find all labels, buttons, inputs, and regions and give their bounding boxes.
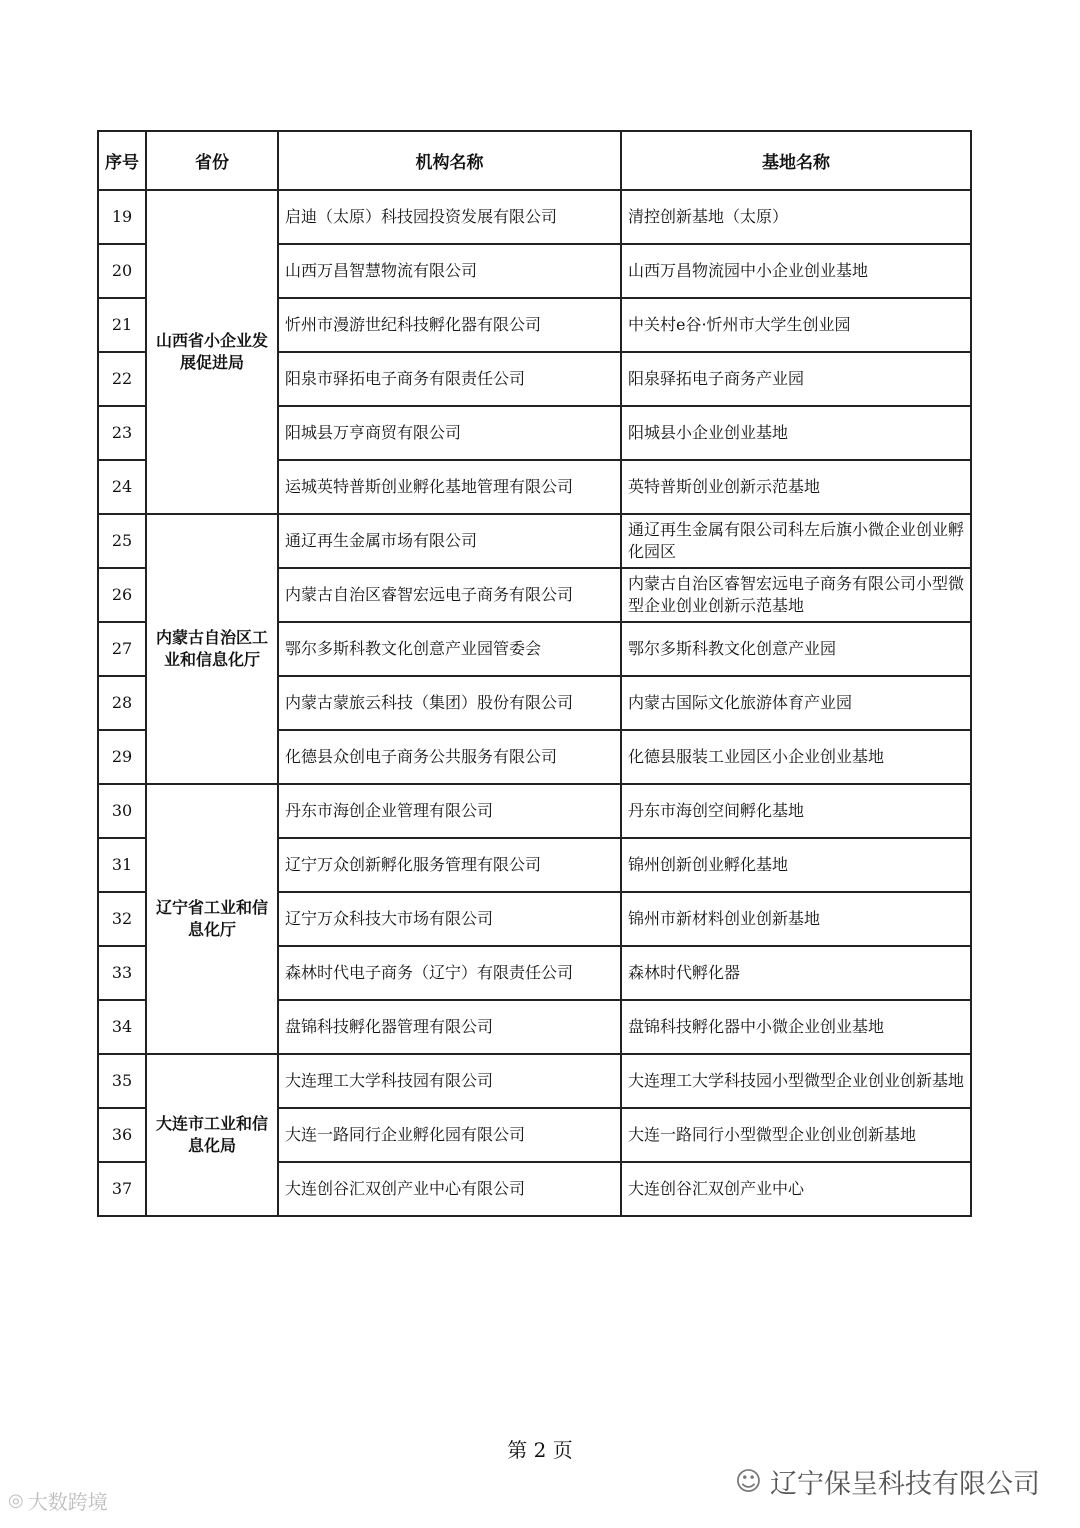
org-name-cell: 阳城县万亨商贸有限公司 [278,406,621,460]
row-number: 22 [98,352,146,406]
wechat-icon: ☺ [734,1466,762,1497]
base-name-cell: 盘锦科技孵化器中小微企业创业基地 [621,1000,971,1054]
header-no: 序号 [98,131,146,190]
row-number: 31 [98,838,146,892]
row-number: 25 [98,514,146,568]
table-row [98,190,971,244]
base-name-cell: 大连创谷汇双创产业中心 [621,1162,971,1216]
header-base-name: 基地名称 [621,131,971,190]
base-name-cell: 山西万昌物流园中小企业创业基地 [621,244,971,298]
org-name-cell: 大连理工大学科技园有限公司 [278,1054,621,1108]
org-name-cell: 鄂尔多斯科教文化创意产业园管委会 [278,622,621,676]
org-name-cell: 大连创谷汇双创产业中心有限公司 [278,1162,621,1216]
row-number: 29 [98,730,146,784]
watermark-left-text: 大数跨境 [27,1490,108,1514]
base-name-cell: 英特普斯创业创新示范基地 [621,460,971,514]
org-name-cell: 忻州市漫游世纪科技孵化器有限公司 [278,298,621,352]
base-name-cell: 通辽再生金属有限公司科左后旗小微企业创业孵化园区 [621,514,971,568]
base-name-cell: 内蒙古自治区睿智宏远电子商务有限公司小型微型企业创业创新示范基地 [621,568,971,622]
org-name-cell: 内蒙古蒙旅云科技（集团）股份有限公司 [278,676,621,730]
page-number: 第 2 页 [507,1438,573,1462]
row-number: 19 [98,190,146,244]
row-number: 33 [98,946,146,1000]
row-number: 35 [98,1054,146,1108]
org-name-cell: 辽宁万众创新孵化服务管理有限公司 [278,838,621,892]
base-name-cell: 锦州市新材料创业创新基地 [621,892,971,946]
org-name-cell: 丹东市海创企业管理有限公司 [278,784,621,838]
base-name-cell: 阳城县小企业创业基地 [621,406,971,460]
table-row [98,784,971,838]
province-cell: 内蒙古自治区工业和信息化厅 [146,514,278,784]
org-name-cell: 化德县众创电子商务公共服务有限公司 [278,730,621,784]
base-name-cell: 化德县服装工业园区小企业创业基地 [621,730,971,784]
base-name-cell: 森林时代孵化器 [621,946,971,1000]
org-name-cell: 通辽再生金属市场有限公司 [278,514,621,568]
row-number: 27 [98,622,146,676]
institution-table [97,130,972,1217]
table-body [98,190,971,1216]
base-name-cell: 锦州创新创业孵化基地 [621,838,971,892]
watermark-right-text: 辽宁保呈科技有限公司 [770,1469,1040,1500]
org-name-cell: 盘锦科技孵化器管理有限公司 [278,1000,621,1054]
org-name-cell: 森林时代电子商务（辽宁）有限责任公司 [278,946,621,1000]
table-row [98,514,971,568]
province-cell: 山西省小企业发展促进局 [146,190,278,514]
row-number: 34 [98,1000,146,1054]
org-name-cell: 辽宁万众科技大市场有限公司 [278,892,621,946]
base-name-cell: 阳泉驿拓电子商务产业园 [621,352,971,406]
org-name-cell: 内蒙古自治区睿智宏远电子商务有限公司 [278,568,621,622]
row-number: 23 [98,406,146,460]
row-number: 37 [98,1162,146,1216]
base-name-cell: 丹东市海创空间孵化基地 [621,784,971,838]
row-number: 20 [98,244,146,298]
row-number: 28 [98,676,146,730]
watermark-right [735,1462,1040,1501]
province-cell: 辽宁省工业和信息化厅 [146,784,278,1054]
base-name-cell: 鄂尔多斯科教文化创意产业园 [621,622,971,676]
header-org-name: 机构名称 [278,131,621,190]
base-name-cell: 内蒙古国际文化旅游体育产业园 [621,676,971,730]
org-name-cell: 启迪（太原）科技园投资发展有限公司 [278,190,621,244]
base-name-cell: 清控创新基地（太原） [621,190,971,244]
row-number: 36 [98,1108,146,1162]
org-name-cell: 阳泉市驿拓电子商务有限责任公司 [278,352,621,406]
watermark-left [8,1486,108,1515]
org-name-cell: 运城英特普斯创业孵化基地管理有限公司 [278,460,621,514]
base-name-cell: 大连一路同行小型微型企业创业创新基地 [621,1108,971,1162]
base-name-cell: 中关村e谷·忻州市大学生创业园 [621,298,971,352]
table-header-row [98,131,971,190]
org-name-cell: 山西万昌智慧物流有限公司 [278,244,621,298]
org-name-cell: 大连一路同行企业孵化园有限公司 [278,1108,621,1162]
row-number: 24 [98,460,146,514]
table-row [98,1054,971,1108]
row-number: 26 [98,568,146,622]
row-number: 21 [98,298,146,352]
row-number: 32 [98,892,146,946]
province-cell: 大连市工业和信息化局 [146,1054,278,1216]
weibo-icon: ◎ [8,1490,24,1511]
row-number: 30 [98,784,146,838]
header-province: 省份 [146,131,278,190]
base-name-cell: 大连理工大学科技园小型微型企业创业创新基地 [621,1054,971,1108]
